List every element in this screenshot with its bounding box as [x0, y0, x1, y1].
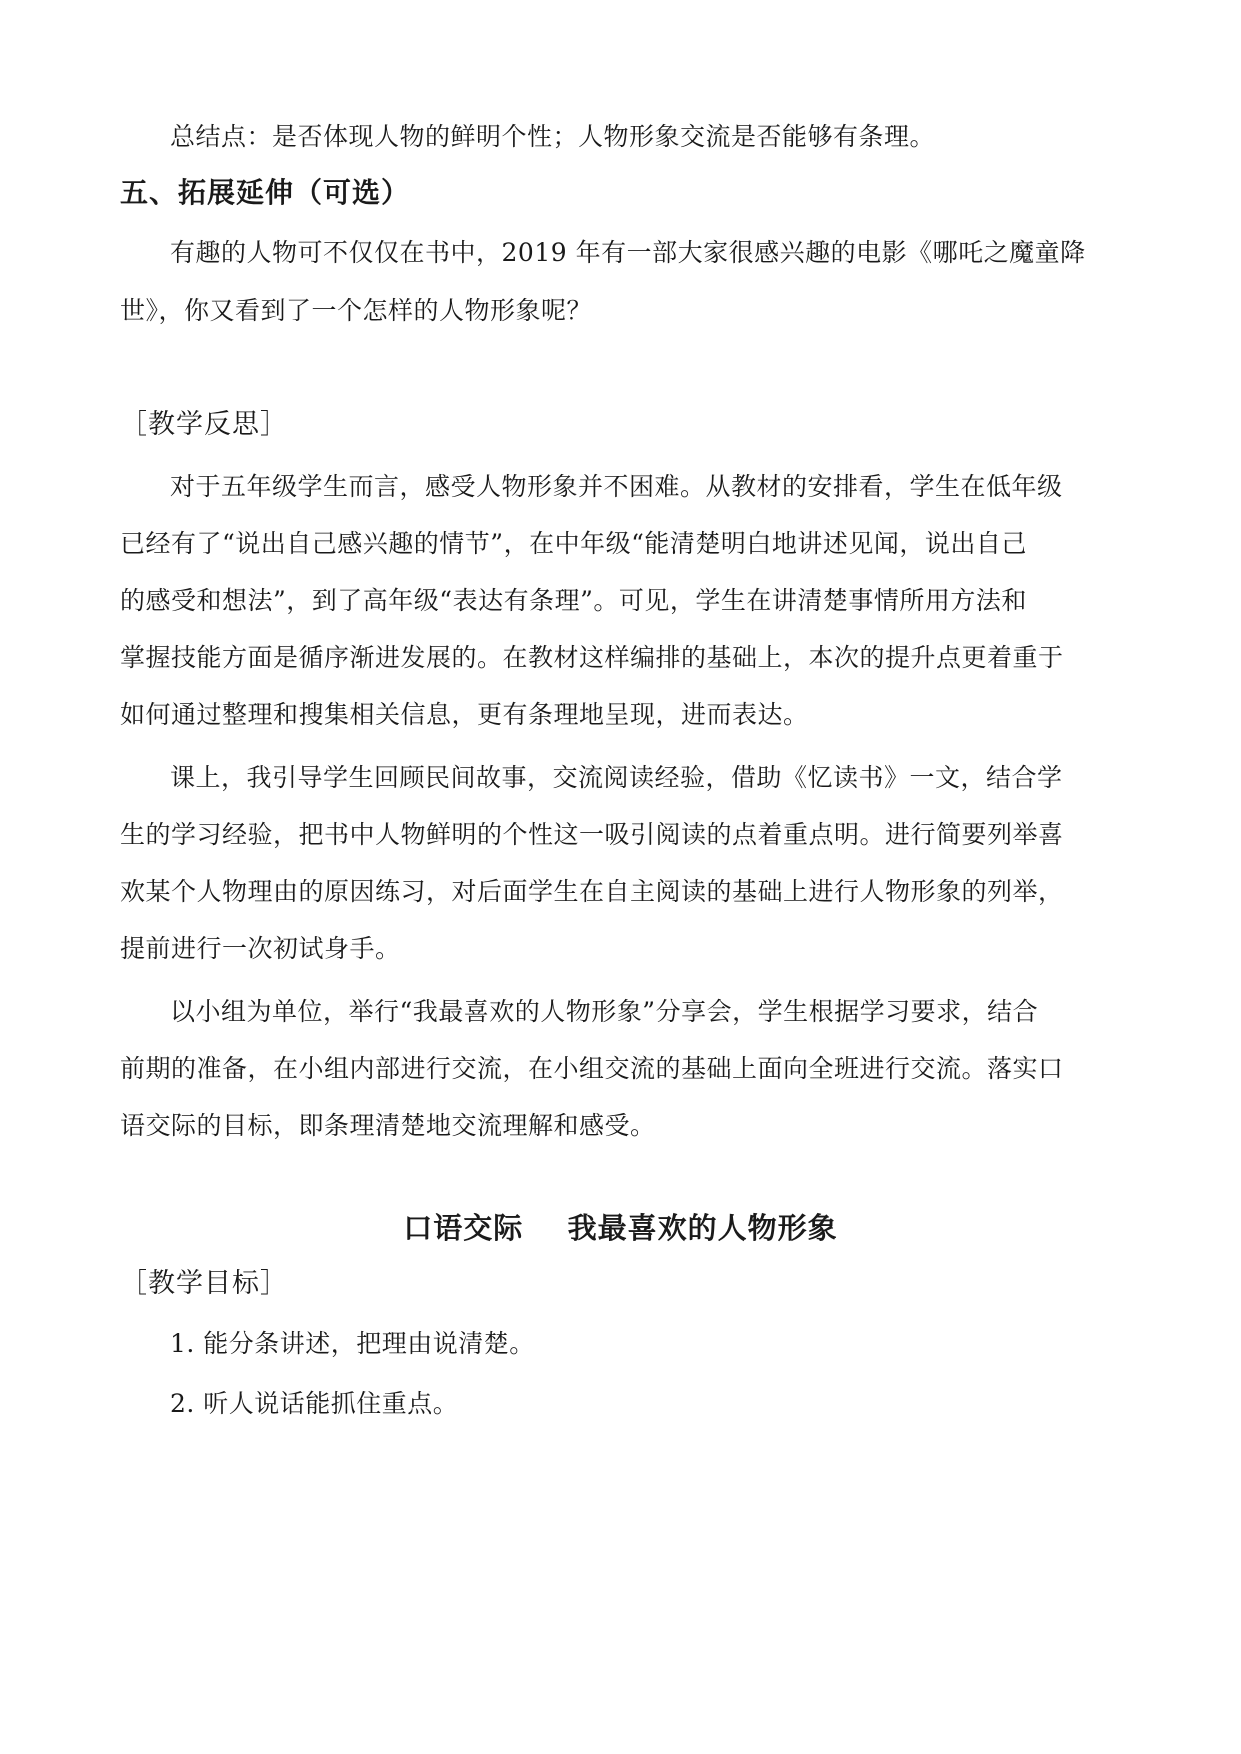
paragraph-line: 世》，你又看到了一个怎样的人物形象呢？ — [120, 296, 593, 325]
paragraph-line: 如何通过整理和搜集相关信息，更有条理地呈现，进而表达。 — [120, 700, 809, 729]
section-heading-reflection: ［教学反思］ — [120, 409, 288, 440]
section-heading-goals: ［教学目标］ — [120, 1268, 288, 1299]
paragraph-line: 有趣的人物可不仅仅在书中，2019 年有一部大家很感兴趣的电影《哪吒之魔童降 — [170, 238, 1086, 267]
paragraph-line: 课上，我引导学生回顾民间故事，交流阅读经验，借助《忆读书》一文，结合学 — [170, 763, 1063, 792]
summary-line: 总结点：是否体现人物的鲜明个性；人物形象交流是否能够有条理。 — [170, 122, 936, 151]
paragraph-line: 对于五年级学生而言，感受人物形象并不困难。从教材的安排看，学生在低年级 — [170, 472, 1063, 501]
paragraph-line: 以小组为单位，举行“我最喜欢的人物形象”分享会，学生根据学习要求，结合 — [170, 997, 1039, 1026]
paragraph-line: 提前进行一次初试身手。 — [120, 934, 401, 963]
paragraph-line: 前期的准备，在小组内部进行交流，在小组交流的基础上面向全班进行交流。落实口 — [120, 1054, 1064, 1083]
paragraph-line: 生的学习经验，把书中人物鲜明的个性这一吸引阅读的点着重点明。进行简要列举喜 — [120, 820, 1064, 849]
paragraph-line: 的感受和想法”，到了高年级“表达有条理”。可见，学生在讲清楚事情所用方法和 — [120, 586, 1027, 615]
paragraph-line: 欢某个人物理由的原因练习，对后面学生在自主阅读的基础上进行人物形象的列举， — [120, 877, 1064, 906]
paragraph-line: 语交际的目标，即条理清楚地交流理解和感受。 — [120, 1111, 656, 1140]
paragraph-line: 掌握技能方面是循序渐进发展的。在教材这样编排的基础上，本次的提升点更着重于 — [120, 643, 1064, 672]
lesson-title: 口语交际 我最喜欢的人物形象 — [403, 1211, 838, 1245]
goal-item: 2. 听人说话能抓住重点。 — [170, 1389, 459, 1418]
paragraph-line: 已经有了“说出自己感兴趣的情节”，在中年级“能清楚明白地讲述见闻，说出自己 — [120, 529, 1027, 558]
section-heading-extension: 五、拓展延伸（可选） — [120, 176, 411, 209]
goal-item: 1. 能分条讲述，把理由说清楚。 — [170, 1329, 535, 1358]
